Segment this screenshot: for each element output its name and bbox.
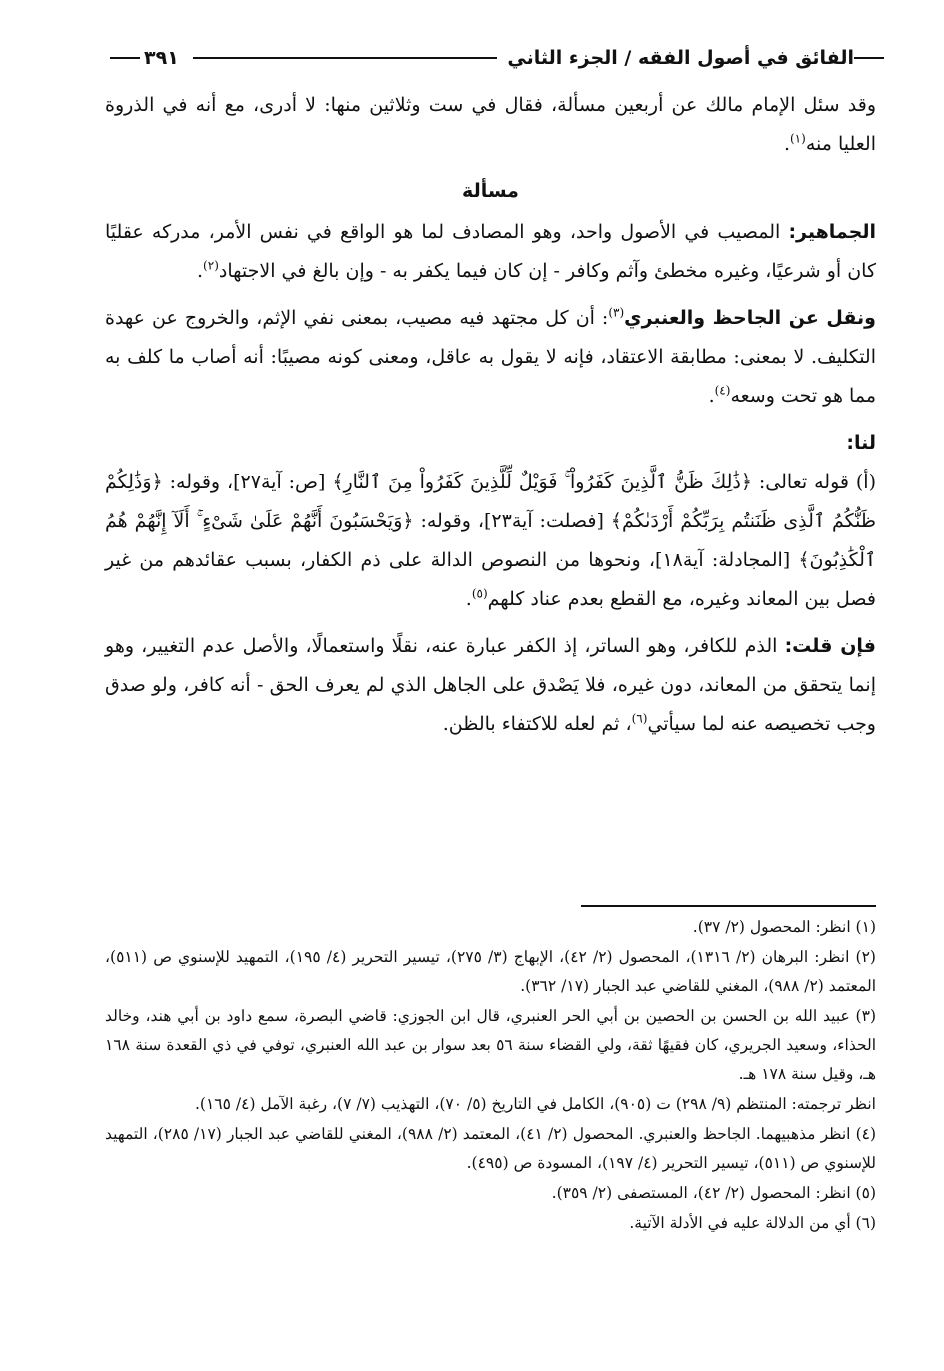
header-right-dash <box>110 57 140 59</box>
header-rule <box>193 57 498 59</box>
intro-text: وقد سئل الإمام مالك عن أربعين مسألة، فقال في ست وثلاثين منها: لا أدرى، مع أنه في الذروة العليا منه <box>105 94 876 155</box>
paragraph-objection <box>105 627 876 744</box>
subheading-lana: لنا: <box>846 432 876 454</box>
footnote-ref: (٦) <box>631 711 648 726</box>
paragraph-jahiz <box>105 299 876 416</box>
intro-paragraph <box>105 86 876 164</box>
paragraph-lead: ونقل عن الجاحظ والعنبري <box>624 307 876 329</box>
footnote-ref: (٣) <box>608 305 625 320</box>
paragraph-text: (أ) قوله تعالى: ﴿ذَٰلِكَ ظَنُّ ٱلَّذِينَ كَفَرُواْ ۚ فَوَيْلٌ لِّلَّذِينَ كَفَرُواْ مِنَ ٱلنَّارِ﴾ [ص: آية٢٧]، وقوله: ﴿وَذَٰلِكُمْ ظَنُّكُمُ ٱلَّذِى ظَنَنتُم بِرَبِّكُمْ أَرْدَىٰكُمْ﴾ [فصلت: آية٢٣]، وقوله: ﴿وَيَحْسَبُونَ أَنَّهُمْ عَلَىٰ شَىْءٍ ۚ أَلَآ إِنَّهُمْ هُمُ ٱلْكَٰذِبُونَ﴾ [المجادلة: آية١٨]، ونحوها من النصوص الدالة على ذم الكفار، بسبب عقائدهم من غير فصل بين المعاند وغيره، مع القطع بعدم عناد كلهم <box>105 471 876 610</box>
footnote-3-sources: انظر ترجمته: المنتظم (٩/ ٢٩٨) ت (٩٠٥)، الكامل في التاريخ (٥/ ٧٠)، التهذيب (٧/ ٧)، رغبة الآمل (٤/ ١٦٥). <box>195 1095 876 1113</box>
header-left-dash <box>854 57 884 59</box>
footnote-ref: (٢) <box>203 258 219 273</box>
footnote-ref: (٥) <box>471 586 488 601</box>
footnote-ref: (٤) <box>714 383 731 398</box>
footnotes <box>105 913 876 1239</box>
running-header <box>110 38 884 78</box>
section-heading: مسألة <box>462 180 519 202</box>
paragraph-lead: فإن قلت: <box>784 635 876 657</box>
paragraph-end: . <box>465 588 472 610</box>
header-title: الفائق في أصول الفقه / الجزء الثاني <box>507 47 854 69</box>
paragraph-text: الذم للكافر، وهو الساتر، إذ الكفر عبارة عنه، نقلًا واستعمالًا، والأصل عدم التغيير، وهو إنما يتحقق من المعاند، دون غيره، فلا يَصْدق على الجاهل الذي لم يعرف الحق - أنه كافر، ولو صدق وجب تخصيصه عنه لما سيأتي <box>105 635 876 735</box>
footnote-1: (١) انظر: المحصول (٢/ ٣٧). <box>692 918 876 936</box>
footnote-3: (٣) عبيد الله بن الحسن بن الحصين بن أبي الحر العنبري، قال ابن الجوزي: قاضي البصرة، سمع داود بن أبي هند، وخالد الحذاء، وسعيد الجريري، كان فقيهًا ثقة، ولي القضاء سنة ٥٦ بعد سوار بن عبد الله العنبري، توفي في ذي القعدة سنة ١٦٨ هـ، وقيل سنة ١٧٨ هـ. <box>105 1007 876 1083</box>
paragraph-end: . <box>197 260 204 282</box>
footnote-2: (٢) انظر: البرهان (٢/ ١٣١٦)، المحصول (٢/ ٤٢)، الإبهاج (٣/ ٢٧٥)، تيسير التحرير (٤/ ١٩٥)، التمهيد للإسنوي ص (٥١١)، المعتمد (٢/ ٩٨٨)، المغني للقاضي عبد الجبار (١٧/ ٣٦٢). <box>105 948 876 995</box>
paragraph-evidence <box>105 463 876 619</box>
paragraph-text: المصيب في الأصول واحد، وهو المصادف لما هو الواقع في نفس الأمر، مدركه عقليًا كان أو شرعيًا، وغيره مخطئ وآثم وكافر - إن كان فيما يكفر به - وإن بالغ في الاجتهاد <box>105 221 876 282</box>
footnote-4: (٤) انظر مذهبيهما. الجاحظ والعنبري. المحصول (٢/ ٤١)، المعتمد (٢/ ٩٨٨)، المغني للقاضي عبد الجبار (١٧/ ٢٨٥)، التمهيد للإسنوي ص (٥١١)، تيسير التحرير (٤/ ١٩٧)، المسودة ص (٤٩٥). <box>105 1125 877 1172</box>
footnote-ref: (١) <box>789 131 806 146</box>
paragraph-end: . <box>708 385 715 407</box>
page-number: ٣٩١ <box>144 47 179 69</box>
footnote-separator <box>581 905 876 907</box>
main-text <box>105 86 876 752</box>
paragraph-end: ، ثم لعله للاكتفاء بالظن. <box>442 713 632 735</box>
paragraph-lead: الجماهير: <box>788 221 876 243</box>
intro-end: . <box>783 133 790 155</box>
footnote-5: (٥) انظر: المحصول (٢/ ٤٢)، المستصفى (٢/ ٣٥٩). <box>551 1184 876 1202</box>
paragraph-text: : أن كل مجتهد فيه مصيب، بمعنى نفي الإثم، والخروج عن عهدة التكليف. لا بمعنى: مطابقة الاعتقاد، فإنه لا يقول به عاقل، ومعنى كونه مصيبًا: أنه أصاب ما كلف به مما هو تحت وسعه <box>105 307 876 407</box>
footnote-6: (٦) أي من الدلالة عليه في الأدلة الآتية. <box>629 1214 876 1232</box>
paragraph-jamahir <box>105 213 876 291</box>
